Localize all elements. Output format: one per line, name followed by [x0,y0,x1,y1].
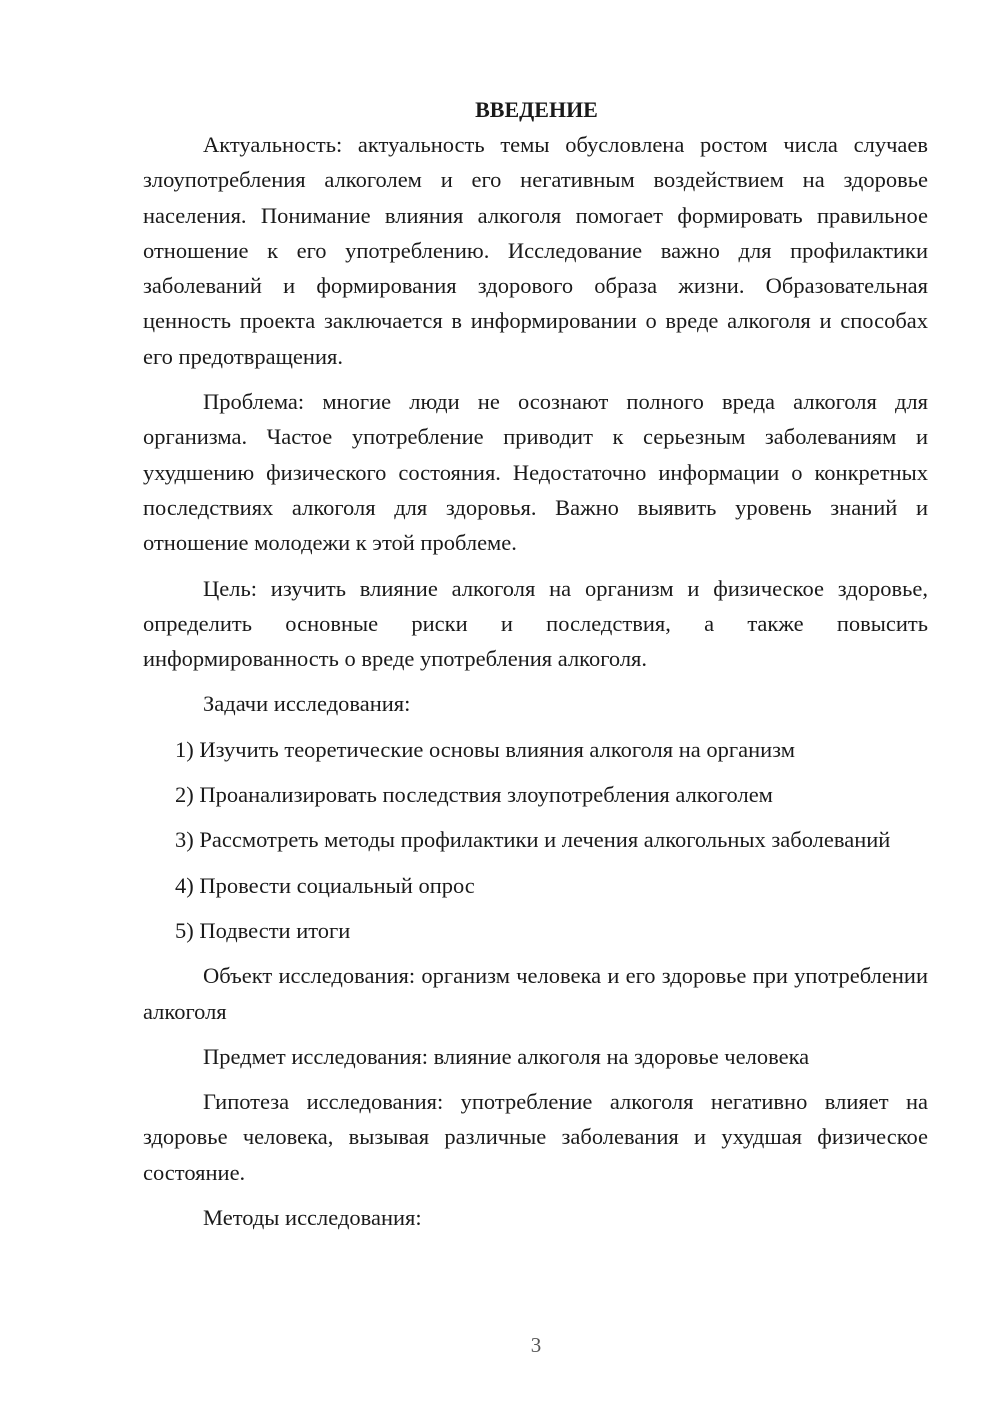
task-item-1: 1) Изучить теоретические основы влияния алкоголя на организм [175,736,795,762]
relevance-paragraph: Актуальность: актуальность темы обусловлена ростом числа случаев злоупотребления алкоголем и его негативным воздействием на здоровье населения. Понимание влияния алкоголя помогает формировать правильное отношение к его употреблению. Исследование важно для профилактики заболеваний и формирования здорового образа жизни. Образовательная ценность проекта заключается в информировании о вреде алкоголя и способах его предотвращения. [143,132,928,369]
hypothesis-paragraph: Гипотеза исследования: употребление алкоголя негативно влияет на здоровье человека, вызывая различные заболевания и ухудшая физическое состояние. [143,1089,928,1185]
task-item-3: 3) Рассмотреть методы профилактики и лечения алкогольных заболеваний [175,827,891,853]
object-paragraph: Объект исследования: организм человека и его здоровье при употреблении алкоголя [143,963,928,1024]
goal-paragraph: Цель: изучить влияние алкоголя на организм и физическое здоровье, определить основные риски и последствия, а также повысить информированность о вреде употребления алкоголя. [143,575,928,672]
task-item-4: 4) Провести социальный опрос [175,872,475,898]
task-item-5: 5) Подвести итоги [175,917,351,943]
section-heading: ВВЕДЕНИЕ [475,97,598,122]
page-number: 3 [530,1333,542,1357]
methods-intro: Методы исследования: [203,1205,422,1231]
subject-paragraph: Предмет исследования: влияние алкоголя на здоровье человека [203,1043,810,1069]
tasks-intro: Задачи исследования: [203,691,411,717]
task-item-2: 2) Проанализировать последствия злоупотребления алкоголем [175,782,773,808]
page-content [143,92,928,1245]
problem-paragraph: Проблема: многие люди не осознают полного вреда алкоголя для организма. Частое употребление приводит к серьезным заболеваниям и ухудшению физического состояния. Недостаточно информации о конкретных последствиях алкоголя для здоровья. Важно выявить уровень знаний и отношение молодежи к этой проблеме. [143,389,928,556]
